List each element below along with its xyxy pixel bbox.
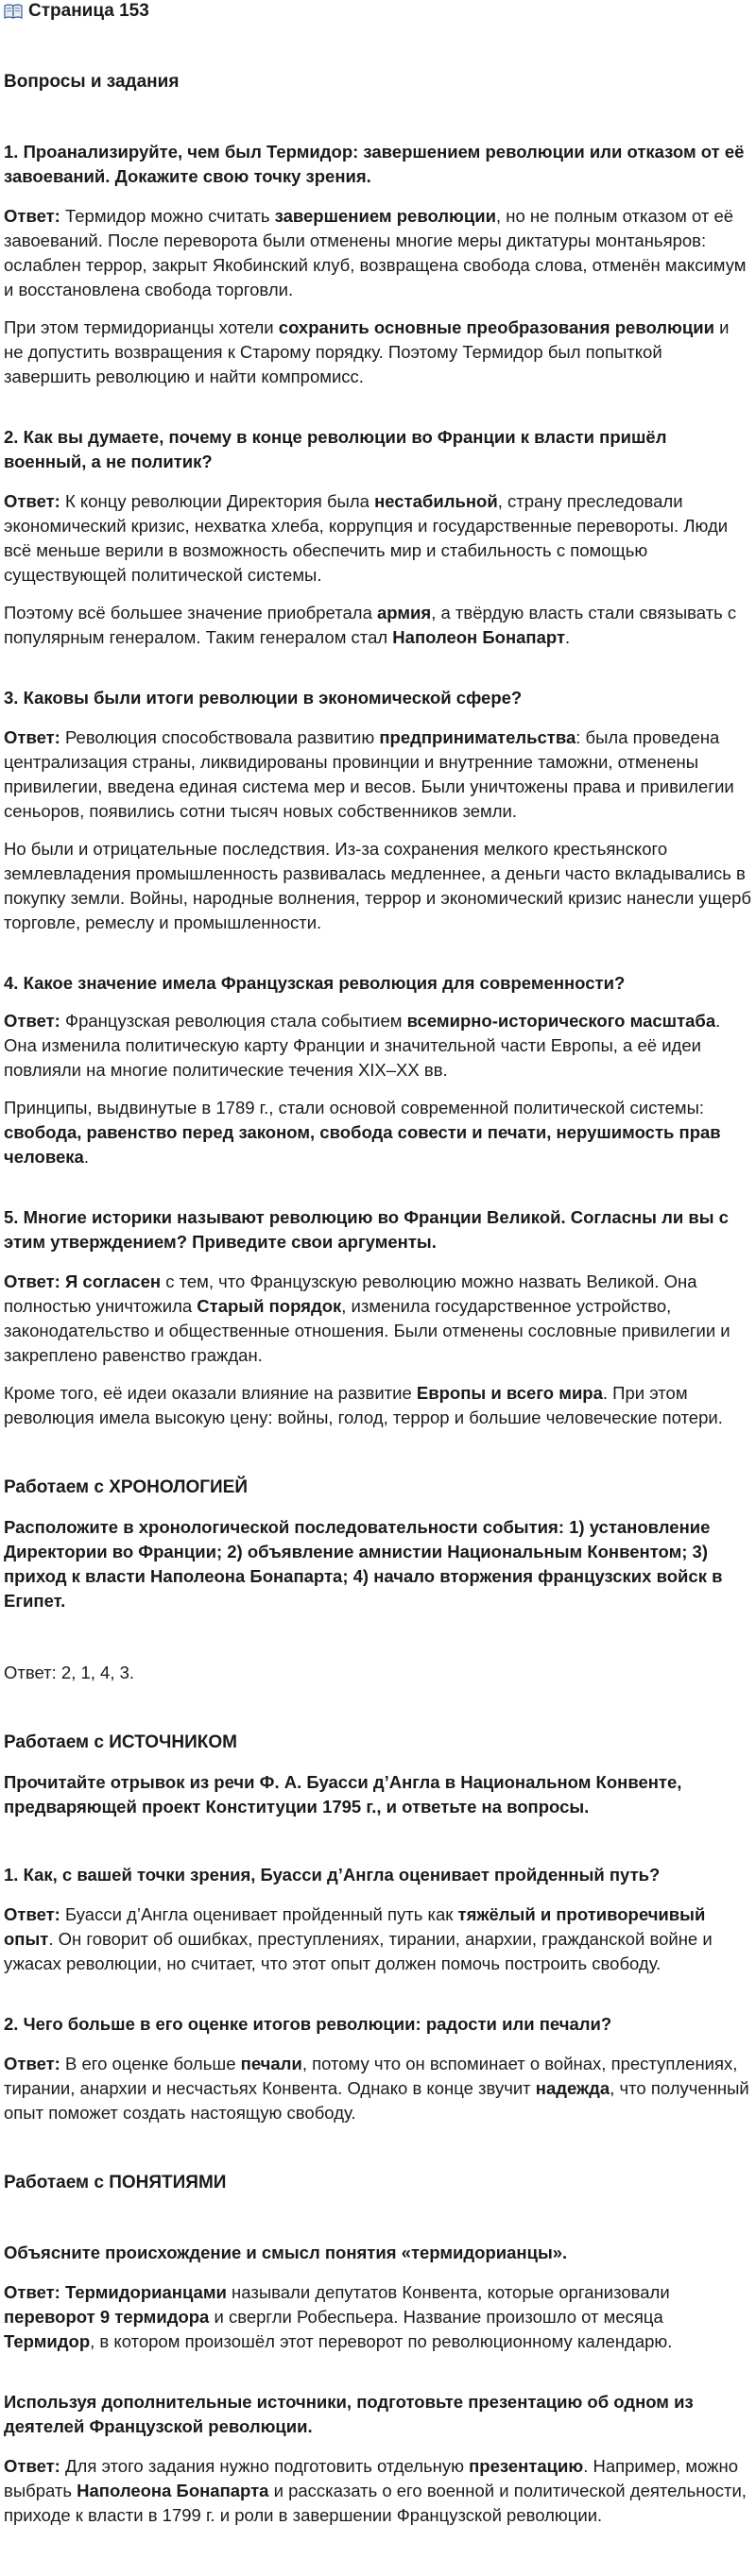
question-5: 5. Многие историки называют революцию во Франции Великой. Согласны ли вы с этим утверждением? Приведите свои аргументы. bbox=[4, 1207, 729, 1252]
extra-task: Используя дополнительные источники, подготовьте презентацию об одном из деятелей Французской революции. bbox=[4, 2392, 694, 2436]
chronology-answer: Ответ: 2, 1, 4, 3. bbox=[4, 1663, 135, 1682]
section-title-chronology: Работаем с ХРОНОЛОГИЕЙ bbox=[4, 1477, 248, 1497]
answer-label: Ответ: bbox=[4, 1904, 60, 1924]
source-answer-2: Ответ: В его оценке больше печали, потому что он вспоминает о войнах, преступлениях, тирании, анархии и несчастьях Конвента. Однако в конце звучит надежда, что полученный опыт поможет создать настоящую свободу. bbox=[4, 2054, 749, 2123]
section-title-source: Работаем с ИСТОЧНИКОМ bbox=[4, 1732, 237, 1752]
answer-label: Ответ: bbox=[4, 727, 60, 747]
answer-label: Ответ: bbox=[4, 491, 60, 511]
answer-label: Ответ: bbox=[4, 2456, 60, 2476]
answer-label: Ответ: bbox=[4, 2054, 60, 2073]
answer-label: Ответ: bbox=[4, 2282, 60, 2302]
section-title-concepts: Работаем с ПОНЯТИЯМИ bbox=[4, 2173, 227, 2192]
answer-5-paragraph-1: Ответ: Я согласен с тем, что Французскую революцию можно назвать Великой. Она полностью уничтожила Старый порядок, изменила государственное устройство, законодательство и общественные отношения. Были отменены сословные привилегии и закреплено равенство граждан. bbox=[4, 1271, 730, 1365]
page-header bbox=[4, 0, 752, 23]
extra-answer: Ответ: Для этого задания нужно подготовить отдельную презентацию. Например, можно выбрать Наполеона Бонапарта и рассказать о его военной и политической деятельности, приходе к власти в 1799 г. и роли в завершении Французской революции. bbox=[4, 2456, 747, 2525]
answer-3-paragraph-1: Ответ: Революция способствовала развитию предпринимательства: была проведена централизация страны, ликвидированы провинции и внутренние таможни, отменены привилегии, введена единая система мер и весов. Были уничтожены права и привилегии сеньоров, появились сотни тысяч новых собственников земли. bbox=[4, 727, 734, 821]
answer-4-paragraph-2: Принципы, выдвинутые в 1789 г., стали основой современной политической системы: свобода, равенство перед законом, свобода совести и печати, нерушимость прав человека. bbox=[4, 1098, 721, 1167]
question-4: 4. Какое значение имела Французская революция для современности? bbox=[4, 973, 626, 993]
answer-1-paragraph-1: Ответ: Термидор можно считать завершением революции, но не полным отказом от её завоеваний. После переворота были отменены многие меры диктатуры монтаньяров: ослаблен террор, закрыт Якобинский клуб, возвращена свобода слова, отменён максимум и восстановлена свобода торговли. bbox=[4, 206, 747, 299]
chronology-task: Расположите в хронологической последовательности события: 1) установление Директории во Франции; 2) объявление амнистии Национальным Конвентом; 3) приход к власти Наполеона Бонапарта; 4) начало вторжения французских войск в Египет. bbox=[4, 1517, 723, 1611]
source-answer-1: Ответ: Буасси д’Англа оценивает пройденный путь как тяжёлый и противоречивый опыт. Он говорит об ошибках, преступлениях, тирании, анархии, гражданской войне и ужасах революции, но считает, что этот опыт должен помочь построить свободу. bbox=[4, 1904, 713, 1973]
answer-5-paragraph-2: Кроме того, её идеи оказали влияние на развитие Европы и всего мира. При этом революция имела высокую цену: войны, голод, террор и большие человеческие потери. bbox=[4, 1383, 723, 1427]
answer-3-paragraph-2: Но были и отрицательные последствия. Из-за сохранения мелкого крестьянского землевладения промышленность развивалась медленнее, а деньги часто вкладывались в покупку земли. Войны, народные волнения, террор и экономический кризис нанесли ущерб торговле, ремеслу и промышленности. bbox=[4, 839, 751, 932]
source-question-2: 2. Чего больше в его оценке итогов революции: радости или печали? bbox=[4, 2014, 612, 2034]
answer-label: Ответ: bbox=[4, 206, 60, 226]
section-title-questions: Вопросы и задания bbox=[4, 72, 180, 92]
answer-1-paragraph-2: При этом термидорианцы хотели сохранить основные преобразования революции и не допустить возвращения к Старому порядку. Поэтому Термидор был попыткой завершить революцию и найти компромисс. bbox=[4, 317, 730, 386]
page-title: Страница 153 bbox=[28, 1, 149, 21]
concepts-answer: Ответ: Термидорианцами называли депутатов Конвента, которые организовали переворот 9 термидора и свергли Робеспьера. Название произошло от месяца Термидор, в котором произошёл этот переворот по революционному календарю. bbox=[4, 2282, 673, 2351]
question-1: 1. Проанализируйте, чем был Термидор: завершением революции или отказом от её завоеваний. Докажите свою точку зрения. bbox=[4, 142, 745, 186]
question-2: 2. Как вы думаете, почему в конце революции во Франции к власти пришёл военный, а не политик? bbox=[4, 427, 667, 471]
source-task: Прочитайте отрывок из речи Ф. А. Буасси д’Англа в Национальном Конвенте, предваряющей проект Конституции 1795 г., и ответьте на вопросы. bbox=[4, 1772, 682, 1817]
source-question-1: 1. Как, с вашей точки зрения, Буасси д’Англа оценивает пройденный путь? bbox=[4, 1865, 661, 1885]
question-3: 3. Каковы были итоги революции в экономической сфере? bbox=[4, 688, 523, 708]
answer-2-paragraph-2: Поэтому всё большее значение приобретала армия, а твёрдую власть стали связывать с популярным генералом. Таким генералом стал Наполеон Бонапарт. bbox=[4, 603, 737, 647]
answer-label: Ответ: bbox=[4, 1011, 60, 1031]
answer-4-paragraph-1: Ответ: Французская революция стала событием всемирно-исторического масштаба. Она изменила политическую карту Франции и значительной части Европы, а её идеи повлияли на многие политические течения XIX–XX вв. bbox=[4, 1011, 721, 1080]
book-icon bbox=[4, 3, 23, 20]
answer-2-paragraph-1: Ответ: К концу революции Директория была нестабильной, страну преследовали экономический кризис, нехватка хлеба, коррупция и государственные перевороты. Люди всё меньше верили в возможность обеспечить мир и стабильность с помощью существующей политической системы. bbox=[4, 491, 729, 585]
concepts-task: Объясните происхождение и смысл понятия «термидорианцы». bbox=[4, 2243, 568, 2262]
answer-label: Ответ: Я согласен bbox=[4, 1271, 162, 1291]
